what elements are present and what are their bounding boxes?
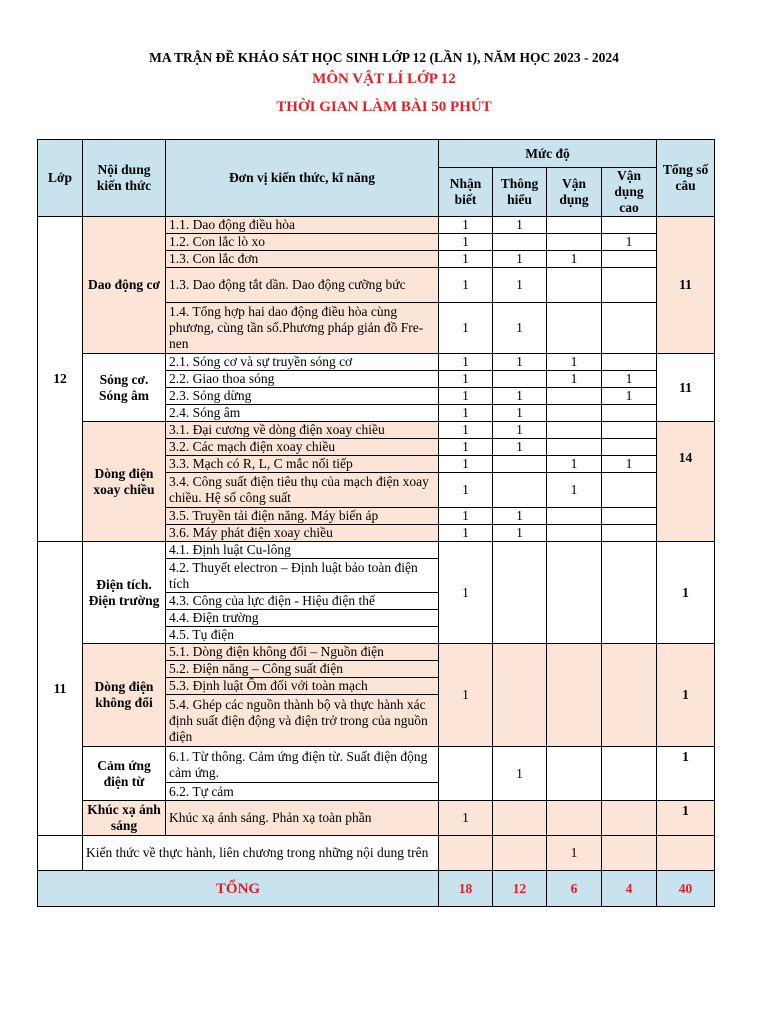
header-noi-dung: Nội dung kiến thức: [83, 140, 166, 217]
unit-cell: 4.2. Thuyết electron – Định luật bảo toàn điện tích: [166, 559, 439, 593]
van-dung-cell: [547, 405, 602, 422]
header-van-dung-cao: Vận dụng cao: [602, 168, 657, 217]
topic-name: Cảm ứng điện từ: [83, 747, 166, 801]
unit-cell: 5.2. Điện năng – Công suất điện: [166, 661, 439, 678]
thong-hieu-cell: 1: [493, 268, 547, 303]
van-dung-cao-cell: [602, 525, 657, 542]
nhan-biet-cell: 1: [439, 234, 493, 251]
unit-cell: 3.1. Đại cương về dòng điện xoay chiều: [166, 422, 439, 439]
nhan-biet-cell: 1: [439, 801, 493, 836]
van-dung-cao-cell: [602, 508, 657, 525]
grade-11-cell: 11: [38, 542, 83, 836]
van-dung-cao-cell: [602, 303, 657, 354]
unit-cell: 4.5. Tụ điện: [166, 627, 439, 644]
nhan-biet-cell: [439, 747, 493, 801]
van-dung-cao-cell: [602, 405, 657, 422]
nhan-biet-cell: 1: [439, 525, 493, 542]
van-dung-cell: 1: [547, 354, 602, 371]
thong-hieu-cell: 1: [493, 508, 547, 525]
van-dung-cell: 1: [547, 371, 602, 388]
van-dung-cell: [547, 388, 602, 405]
topic-total: 11: [657, 217, 715, 354]
topic-total: 11: [657, 354, 715, 422]
van-dung-cell: [547, 508, 602, 525]
topic-name: Khúc xạ ánh sáng: [83, 801, 166, 836]
grade-12-cell: 12: [38, 217, 83, 542]
nhan-biet-cell: 1: [439, 439, 493, 456]
topic-name: Sóng cơ. Sóng âm: [83, 354, 166, 422]
header-lop: Lớp: [38, 140, 83, 217]
unit-cell: 3.2. Các mạch điện xoay chiều: [166, 439, 439, 456]
unit-cell: 1.4. Tổng hợp hai dao động điều hòa cùng phương, cùng tần số.Phương pháp giản đồ Fre-nen: [166, 303, 439, 354]
van-dung-cell: 1: [547, 473, 602, 508]
van-dung-cell: [547, 542, 602, 644]
van-dung-cao-cell: [602, 439, 657, 456]
van-dung-cell: 1: [547, 456, 602, 473]
unit-cell: 5.3. Định luật Ôm đối với toàn mạch: [166, 678, 439, 695]
nhan-biet-cell: 1: [439, 251, 493, 268]
van-dung-cell: [547, 422, 602, 439]
thong-hieu-cell: [493, 473, 547, 508]
van-dung-cao-cell: 1: [602, 234, 657, 251]
van-dung-cao-cell: [602, 644, 657, 747]
unit-cell: 6.1. Từ thông. Cảm ứng điện từ. Suất điện động cảm ứng.: [166, 747, 439, 783]
empty-grade-cell: [38, 836, 83, 871]
thong-hieu-cell: 1: [493, 422, 547, 439]
unit-cell: 1.1. Dao động điều hòa: [166, 217, 439, 234]
exam-matrix-table: [37, 139, 715, 907]
total-van-dung: 6: [547, 871, 602, 907]
nhan-biet-cell: [439, 836, 493, 871]
thong-hieu-cell: 1: [493, 388, 547, 405]
van-dung-cell: [547, 234, 602, 251]
duration-title: THỜI GIAN LÀM BÀI 50 PHÚT: [276, 99, 492, 115]
thong-hieu-cell: [493, 644, 547, 747]
van-dung-cell: 1: [547, 251, 602, 268]
nhan-biet-cell: 1: [439, 354, 493, 371]
nhan-biet-cell: 1: [439, 422, 493, 439]
topic-name: Dòng điện xoay chiều: [83, 422, 166, 542]
thong-hieu-cell: 1: [493, 439, 547, 456]
unit-cell: 5.1. Dòng điện không đổi – Nguồn điện: [166, 644, 439, 661]
unit-cell: Khúc xạ ánh sáng. Phản xạ toàn phần: [166, 801, 439, 836]
document-title-block: [0, 48, 768, 120]
van-dung-cao-cell: 1: [602, 456, 657, 473]
van-dung-cao-cell: [602, 473, 657, 508]
unit-cell: 1.3. Con lắc đơn: [166, 251, 439, 268]
topic-name: Dao động cơ: [83, 217, 166, 354]
unit-cell: 3.4. Công suất điện tiêu thụ của mạch điện xoay chiều. Hệ số công suất: [166, 473, 439, 508]
total-label: TỔNG: [38, 871, 439, 907]
van-dung-cao-cell: [602, 836, 657, 871]
nhan-biet-cell: 1: [439, 217, 493, 234]
unit-cell: 1.3. Dao động tắt dần. Dao động cưỡng bức: [166, 268, 439, 303]
nhan-biet-cell: 1: [439, 473, 493, 508]
unit-cell: 3.3. Mạch có R, L, C mắc nối tiếp: [166, 456, 439, 473]
van-dung-cao-cell: 1: [602, 388, 657, 405]
van-dung-cao-cell: 1: [602, 371, 657, 388]
unit-cell: 3.5. Truyền tải điện năng. Máy biến áp: [166, 508, 439, 525]
van-dung-cell: [547, 268, 602, 303]
header-tong-so-cau: Tổng số câu: [657, 140, 715, 217]
topic-total: 14: [657, 422, 715, 542]
total-nhan-biet: 18: [439, 871, 493, 907]
subject-title: MÔN VẬT LÍ LỚP 12: [312, 71, 456, 87]
unit-cell: 2.3. Sóng dừng: [166, 388, 439, 405]
total-thong-hieu: 12: [493, 871, 547, 907]
thong-hieu-cell: [493, 801, 547, 836]
unit-cell: 2.2. Giao thoa sóng: [166, 371, 439, 388]
topic-name: Điện tích. Điện trường: [83, 542, 166, 644]
unit-cell: 4.4. Điện trường: [166, 610, 439, 627]
thong-hieu-cell: 1: [493, 405, 547, 422]
thong-hieu-cell: 1: [493, 303, 547, 354]
van-dung-cell: [547, 217, 602, 234]
thong-hieu-cell: [493, 234, 547, 251]
practice-label: Kiến thức về thực hành, liên chương trong những nội dung trên: [83, 836, 439, 871]
thong-hieu-cell: 1: [493, 251, 547, 268]
nhan-biet-cell: 1: [439, 456, 493, 473]
van-dung-cell: 1: [547, 836, 602, 871]
unit-cell: 2.4. Sóng âm: [166, 405, 439, 422]
nhan-biet-cell: 1: [439, 268, 493, 303]
van-dung-cao-cell: [602, 542, 657, 644]
van-dung-cao-cell: [602, 354, 657, 371]
grand-total: 40: [657, 871, 715, 907]
van-dung-cell: [547, 303, 602, 354]
header-van-dung: Vận dụng: [547, 168, 602, 217]
van-dung-cell: [547, 801, 602, 836]
van-dung-cao-cell: [602, 747, 657, 801]
nhan-biet-cell: 1: [439, 542, 493, 644]
nhan-biet-cell: 1: [439, 644, 493, 747]
unit-cell: 1.2. Con lắc lò xo: [166, 234, 439, 251]
header-thong-hieu: Thông hiểu: [493, 168, 547, 217]
van-dung-cao-cell: [602, 251, 657, 268]
thong-hieu-cell: 1: [493, 354, 547, 371]
header-nhan-biet: Nhận biết: [439, 168, 493, 217]
unit-cell: 4.1. Định luật Cu-lông: [166, 542, 439, 559]
thong-hieu-cell: [493, 836, 547, 871]
header-muc-do: Mức độ: [439, 140, 657, 168]
topic-total: 1: [657, 801, 715, 836]
topic-total: 1: [657, 542, 715, 644]
van-dung-cao-cell: [602, 268, 657, 303]
thong-hieu-cell: [493, 456, 547, 473]
thong-hieu-cell: [493, 542, 547, 644]
van-dung-cao-cell: [602, 801, 657, 836]
thong-hieu-cell: [493, 371, 547, 388]
nhan-biet-cell: 1: [439, 508, 493, 525]
document-title: MA TRẬN ĐỀ KHẢO SÁT HỌC SINH LỚP 12 (LẦN 1), NĂM HỌC 2023 - 2024: [149, 50, 619, 65]
van-dung-cell: [547, 439, 602, 456]
unit-cell: 5.4. Ghép các nguồn thành bộ và thực hành xác định suất điện động và điện trở trong của nguồn điện: [166, 695, 439, 747]
topic-name: Dòng điện không đổi: [83, 644, 166, 747]
unit-cell: 6.2. Tự cảm: [166, 783, 439, 801]
unit-cell: 4.3. Công của lực điện - Hiệu điện thế: [166, 593, 439, 610]
total-van-dung-cao: 4: [602, 871, 657, 907]
topic-total: 1: [657, 644, 715, 747]
van-dung-cell: [547, 644, 602, 747]
van-dung-cell: [547, 525, 602, 542]
van-dung-cell: [547, 747, 602, 801]
header-don-vi: Đơn vị kiến thức, kĩ năng: [166, 140, 439, 217]
van-dung-cao-cell: [602, 217, 657, 234]
unit-cell: 2.1. Sóng cơ và sự truyền sóng cơ: [166, 354, 439, 371]
van-dung-cao-cell: [602, 422, 657, 439]
topic-total: [657, 836, 715, 871]
thong-hieu-cell: 1: [493, 217, 547, 234]
nhan-biet-cell: 1: [439, 371, 493, 388]
nhan-biet-cell: 1: [439, 405, 493, 422]
nhan-biet-cell: 1: [439, 388, 493, 405]
unit-cell: 3.6. Máy phát điện xoay chiều: [166, 525, 439, 542]
thong-hieu-cell: 1: [493, 747, 547, 801]
nhan-biet-cell: 1: [439, 303, 493, 354]
topic-total: 1: [657, 747, 715, 801]
thong-hieu-cell: 1: [493, 525, 547, 542]
